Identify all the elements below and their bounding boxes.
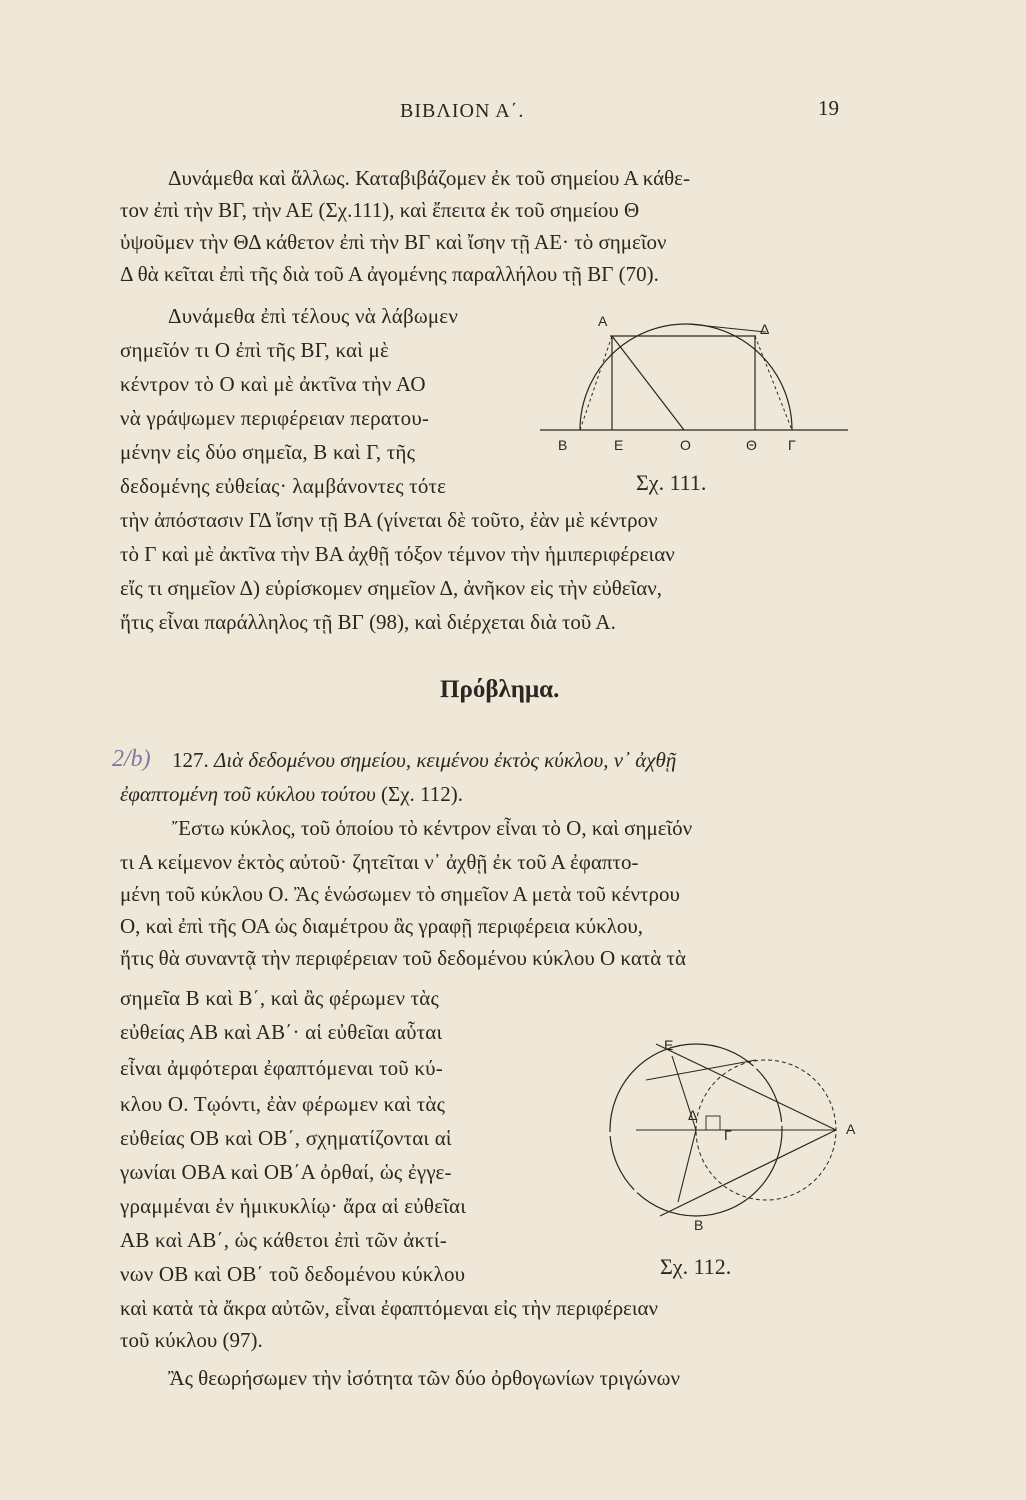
figure-112-label-g: Γ — [724, 1127, 732, 1143]
figure-111-line-ba — [580, 336, 612, 430]
text-line: τὴν ἀπόστασιν ΓΔ ἴσην τῇ ΒΑ (γίνεται δὲ τοῦτο, ἐὰν μὲ κέντρον — [120, 508, 658, 532]
text-line: τὸ Γ καὶ μὲ ἀκτῖνα τὴν ΒΑ ἀχθῇ τόξον τέμνον τὴν ἡμιπεριφέρειαν — [120, 542, 675, 566]
figure-112 — [586, 1020, 866, 1233]
text-line: καὶ κατὰ τὰ ἄκρα αὐτῶν, εἶναι ἐφαπτόμεναι εἰς τὴν περιφέρειαν — [120, 1296, 659, 1320]
text-line: τοῦ κύκλου (97). — [120, 1328, 263, 1352]
figure-111-line-ao — [612, 336, 684, 430]
figure-111-label-b: Β — [558, 437, 568, 453]
figure-112-tangent-ab — [656, 1044, 836, 1130]
figure-112-label-a: Α — [846, 1121, 856, 1137]
text-line: Δ θὰ κεῖται ἐπὶ τῆς διὰ τοῦ Α ἀγομένης παραλλήλου τῇ ΒΓ (70). — [120, 262, 659, 286]
text-line: ΑΒ καὶ ΑΒ΄, ὡς κάθετοι ἐπὶ τῶν ἀκτί- — [120, 1228, 447, 1252]
figure-112-label-b: Β — [694, 1217, 704, 1233]
text-line: νὰ γράψωμεν περιφέρειαν περατου- — [120, 406, 430, 430]
text-line: τι Α κείμενον ἐκτὸς αὐτοῦ· ζητεῖται ν᾽ ἀχθῇ ἐκ τοῦ Α ἐφαπτο- — [120, 850, 639, 874]
figure-112-chord — [646, 1060, 756, 1080]
problem-text: ἐφαπτομένη τοῦ κύκλου τούτου — [120, 782, 376, 806]
handwritten-margin-note: 2/b) — [112, 746, 151, 772]
figure-111-label-a: Α — [598, 313, 608, 329]
figure-111-label-g: Γ — [788, 437, 796, 453]
text-line: εἴς τι σημεῖον Δ) εὑρίσκομεν σημεῖον Δ, ἀνῆκον εἰς τὴν εὐθεῖαν, — [120, 576, 663, 600]
figure-112-label-d: Δ — [688, 1107, 698, 1123]
problem-figure-ref: (Σχ. 112). — [381, 782, 464, 806]
text-line: Ο, καὶ ἐπὶ τῆς ΟΑ ὡς διαμέτρου ἂς γραφῇ περιφέρεια κύκλου, — [120, 914, 644, 938]
text-line: γωνίαι ΟΒΑ καὶ ΟΒ΄Α ὀρθαί, ὡς ἐγγε- — [120, 1160, 452, 1184]
text-line: νων ΟΒ καὶ ΟΒ΄ τοῦ δεδομένου κύκλου — [120, 1262, 466, 1286]
text-line: Δυνάμεθα ἐπὶ τέλους νὰ λάβωμεν — [168, 304, 459, 328]
text-line: ὑψοῦμεν τὴν ΘΔ κάθετον ἐπὶ τὴν ΒΓ καὶ ἴσην τῇ ΑΕ· τὸ σημεῖον — [120, 230, 667, 254]
figure-112-caption: Σχ. 112. — [660, 1254, 732, 1279]
text-line: μένην εἰς δύο σημεῖα, Β καὶ Γ, τῆς — [120, 440, 416, 464]
text-line: Ἔστω κύκλος, τοῦ ὁποίου τὸ κέντρον εἶναι τὸ Ο, καὶ σημεῖόν — [172, 816, 693, 840]
figure-111-line-dg — [755, 336, 792, 430]
text-line: κλου Ο. Τῳόντι, ἐὰν φέρωμεν καὶ τὰς — [120, 1092, 446, 1116]
text-line: τον ἐπὶ τὴν ΒΓ, τὴν ΑΕ (Σχ.111), καὶ ἔπειτα ἐκ τοῦ σημείου Θ — [120, 198, 640, 222]
problem-statement-line — [120, 780, 463, 808]
text-line: σημεῖόν τι Ο ἐπὶ τῆς ΒΓ, καὶ μὲ — [120, 338, 390, 362]
text-line: ἥτις εἶναι παράλληλος τῇ ΒΓ (98), καὶ διέρχεται διὰ τοῦ Α. — [120, 610, 616, 634]
running-header: ΒΙΒΛΙΟΝ Α΄. — [400, 100, 525, 122]
text-line: σημεῖα Β καὶ Β΄, καὶ ἂς φέρωμεν τὰς — [120, 986, 440, 1010]
text-line: μένη τοῦ κύκλου Ο. Ἂς ἑνώσωμεν τὸ σημεῖον Α μετὰ τοῦ κέντρου — [120, 882, 680, 906]
page-number: 19 — [818, 96, 839, 120]
section-heading: Πρόβλημα. — [440, 676, 560, 703]
figure-111-label-d: Δ — [760, 321, 770, 337]
figure-111 — [520, 306, 860, 466]
figure-112-label-e: Ε — [664, 1037, 674, 1053]
text-line: ἥτις θὰ συναντᾷ τὴν περιφέρειαν τοῦ δεδομένου κύκλου Ο κατὰ τὰ — [120, 946, 686, 970]
problem-number: 127. — [172, 748, 209, 772]
figure-111-label-e: Ε — [614, 437, 624, 453]
text-line: κέντρον τὸ Ο καὶ μὲ ἀκτῖνα τὴν ΑΟ — [120, 372, 426, 396]
text-line: εὐθείας ΑΒ καὶ ΑΒ΄· αἱ εὐθεῖαι αὗται — [120, 1020, 443, 1044]
text-line: δεδομένης εὐθείας· λαμβάνοντες τότε — [120, 474, 447, 498]
figure-111-arc-top — [688, 324, 766, 332]
text-line: εὐθείας ΟΒ καὶ ΟΒ΄, σχηματίζονται αἱ — [120, 1126, 452, 1150]
problem-statement-line — [172, 746, 676, 774]
figure-111-label-o: Ο — [680, 437, 691, 453]
text-line: γραμμέναι ἐν ἡμικυκλίῳ· ἄρα αἱ εὐθεῖαι — [120, 1194, 467, 1218]
text-line: Δυνάμεθα καὶ ἄλλως. Καταβιβάζομεν ἐκ τοῦ σημείου Α κάθε- — [168, 166, 690, 190]
figure-111-label-th: Θ — [746, 437, 757, 453]
figure-112-right-angle-mark — [706, 1116, 720, 1130]
text-line: Ἂς θεωρήσωμεν τὴν ἰσότητα τῶν δύο ὀρθογωνίων τριγώνων — [168, 1366, 680, 1390]
problem-text: Διὰ δεδομένου σημείου, κειμένου ἐκτὸς κύκλου, ν᾽ ἀχθῇ — [214, 748, 677, 772]
figure-112-radius-ob-prime — [678, 1130, 696, 1202]
figure-112-tangent-ab-prime — [660, 1130, 836, 1216]
text-line: εἶναι ἀμφότεραι ἐφαπτόμεναι τοῦ κύ- — [120, 1056, 443, 1080]
figure-111-caption: Σχ. 111. — [636, 470, 707, 495]
